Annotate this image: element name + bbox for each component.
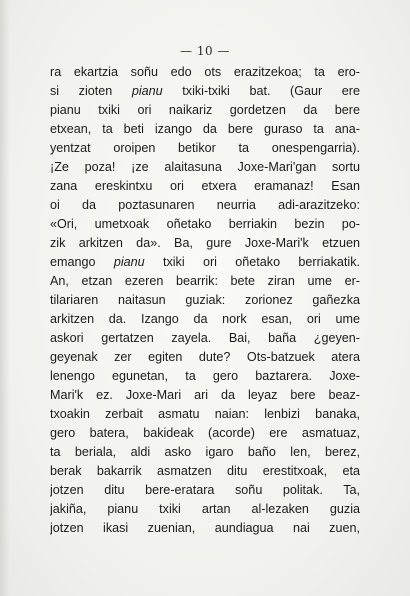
text-line: emango pianu txiki ori oñetako berriakatik.	[50, 255, 360, 269]
text-line: jotzen ditu bere-eratara soñu politak. Ta,	[50, 483, 360, 497]
text-line: si zioten pianu txiki-txiki bat. (Gaur ere	[50, 84, 360, 98]
text-line: geyenak zer egiten dute? Ots-batzuek atera	[50, 350, 360, 364]
page-edge-shadow	[0, 0, 10, 596]
text-line: An, etzan ezeren bearrik: bete ziran ume er-	[50, 274, 360, 288]
text-line: Mari'k ez. Joxe-Mari ari da leyaz bere beaz-	[50, 388, 360, 402]
text-line: pianu txiki ori naikariz gordetzen da bere	[50, 103, 360, 117]
text-line: txoakin zerbait asmatu naian: lenbizi banaka,	[50, 407, 360, 421]
body-text	[50, 63, 360, 538]
text-line: «Ori, umetxoak oñetako berriakin bezin po-	[50, 217, 360, 231]
text-line: ¡Ze poza! ¡ze alaitasuna Joxe-Mari'gan sortu	[50, 160, 360, 174]
text-line: ra ekartzia soñu edo ots erazitzekoa; ta ero-	[50, 65, 360, 79]
text-line: tilariaren naitasun guziak: zorionez gañezka	[50, 293, 360, 307]
italic-word: pianu	[113, 255, 145, 269]
text-line: berak bakarrik asmatzen ditu erestitxoak, eta	[50, 464, 360, 478]
text-line: gero batera, bakideak (acorde) ere asmatuaz,	[50, 426, 360, 440]
text-line: arkitzen da. Izango da nork esan, ori ume	[50, 312, 360, 326]
text-line: zik arkitzen da». Ba, gure Joxe-Mari'k etzuen	[50, 236, 360, 250]
text-line: jotzen ikasi zuenian, aundiagua nai zuen,	[50, 521, 360, 535]
text-line: ta beriala, aldi asko igaro baño len, berez,	[50, 445, 360, 459]
text-line: askori gertatzen zayela. Bai, baña ¿geyen-	[50, 331, 360, 345]
text-line: zana ereskintxu ori etxera eramanaz! Esan	[50, 179, 360, 193]
text-line: jakiña, pianu txiki artan al-lezaken guzia	[50, 502, 360, 516]
italic-word: pianu	[131, 84, 163, 98]
page-number: — 10 —	[180, 44, 230, 58]
text-line: lenengo egunetan, ta gero baztarera. Joxe-	[50, 369, 360, 383]
text-line: etxean, ta beti izango da bere guraso ta ana-	[50, 122, 360, 136]
text-line: yentzat oroipen betikor ta onespengarria).	[50, 141, 360, 155]
text-line: oi da poztasunaren neurria adi-arazitzeko:	[50, 198, 360, 212]
